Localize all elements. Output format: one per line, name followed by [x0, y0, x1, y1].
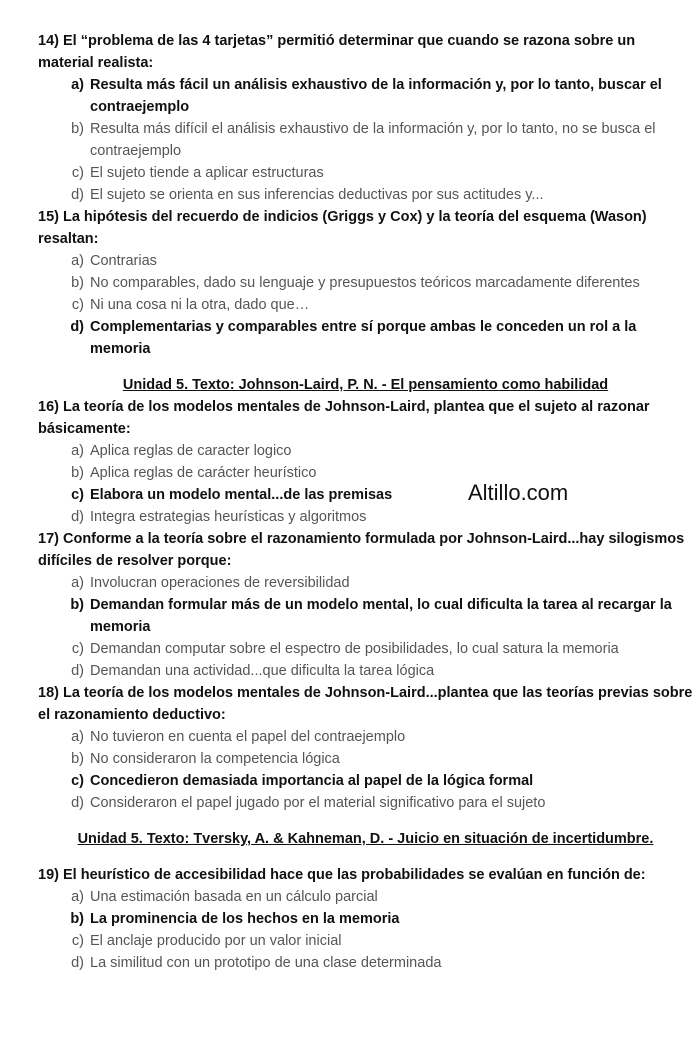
option-text: Una estimación basada en un cálculo parcial [90, 889, 378, 905]
unit-heading-johnson-laird: Unidad 5. Texto: Johnson-Laird, P. N. - El pensamiento como habilidad [122, 377, 609, 393]
option-letter: a) [71, 729, 84, 745]
option-letter: d) [71, 795, 84, 811]
option-18d [38, 792, 693, 814]
option-17c [38, 638, 693, 660]
option-letter: b) [71, 465, 84, 481]
option-15a [38, 250, 693, 272]
option-17d [38, 660, 693, 682]
question-16: 16) La teoría de los modelos mentales de Johnson-Laird, plantea que el sujeto al razonar básicamente: [38, 399, 650, 437]
question-17-options [38, 572, 693, 682]
question-15: 15) La hipótesis del recuerdo de indicios (Griggs y Cox) y la teoría del esquema (Wason) resaltan: [38, 209, 647, 247]
option-text: Contrarias [90, 253, 157, 269]
option-14c [38, 162, 693, 184]
option-letter: b) [71, 275, 84, 291]
option-letter: b) [71, 751, 84, 767]
option-18a [38, 726, 693, 748]
option-letter: d) [71, 187, 84, 203]
option-19b [38, 908, 693, 930]
question-18-options [38, 726, 693, 814]
option-16d [38, 506, 693, 528]
option-letter: a) [71, 253, 84, 269]
option-17a [38, 572, 693, 594]
question-15-options [38, 250, 693, 360]
option-text: Involucran operaciones de reversibilidad [90, 575, 350, 591]
question-19: 19) El heurístico de accesibilidad hace que las probabilidades se evalúan en función de: [38, 867, 646, 883]
option-letter: c) [71, 933, 84, 949]
option-letter: d) [71, 509, 84, 525]
option-letter: b) [70, 597, 84, 613]
option-text: No tuvieron en cuenta el papel del contraejemplo [90, 729, 406, 745]
option-letter: c) [71, 297, 84, 313]
question-16-options [38, 440, 693, 528]
option-18c [38, 770, 693, 792]
option-letter: c) [71, 641, 84, 657]
question-19-options [38, 886, 693, 974]
option-16b [38, 462, 693, 484]
option-letter: c) [71, 165, 84, 181]
option-text: Consideraron el papel jugado por el material significativo para el sujeto [90, 795, 546, 811]
option-letter: d) [70, 319, 84, 335]
question-17: 17) Conforme a la teoría sobre el razonamiento formulada por Johnson-Laird...hay silogismos difíciles de resolver porque: [38, 531, 685, 569]
document-page [38, 30, 693, 974]
option-19d [38, 952, 693, 974]
option-text: Resulta más fácil un análisis exhaustivo de la información y, por lo tanto, buscar el contraejemplo [90, 77, 662, 115]
option-19c [38, 930, 693, 952]
option-letter: a) [71, 77, 84, 93]
option-15c [38, 294, 693, 316]
option-letter: d) [71, 663, 84, 679]
option-text: La prominencia de los hechos en la memoria [90, 911, 400, 927]
option-text: Demandan formular más de un modelo mental, lo cual dificulta la tarea al recargar la memoria [90, 597, 672, 635]
option-text: El sujeto se orienta en sus inferencias deductivas por sus actitudes y... [90, 187, 544, 203]
option-14a [38, 74, 693, 118]
option-text: El anclaje producido por un valor inicial [90, 933, 342, 949]
option-16c [38, 484, 693, 506]
question-14: 14) El “problema de las 4 tarjetas” permitió determinar que cuando se razona sobre un material realista: [38, 33, 636, 71]
option-text: La similitud con un prototipo de una clase determinada [90, 955, 442, 971]
option-text: Aplica reglas de caracter logico [90, 443, 292, 459]
option-text: Integra estrategias heurísticas y algoritmos [90, 509, 367, 525]
option-17b [38, 594, 693, 638]
option-text: No consideraron la competencia lógica [90, 751, 340, 767]
option-18b [38, 748, 693, 770]
option-15b [38, 272, 693, 294]
option-14d [38, 184, 693, 206]
option-letter: c) [71, 773, 84, 789]
option-letter: d) [71, 955, 84, 971]
option-letter: b) [70, 911, 84, 927]
unit-heading-tversky-kahneman: Unidad 5. Texto: Tversky, A. & Kahneman, D. - Juicio en situación de incertidumbre. [77, 831, 654, 847]
option-letter: c) [71, 487, 84, 503]
watermark-text: Altillo.com [468, 480, 569, 505]
option-14b [38, 118, 693, 162]
option-text: Resulta más difícil el análisis exhaustivo de la información y, por lo tanto, no se busca el contraejemplo [90, 121, 656, 159]
option-text: Ni una cosa ni la otra, dado que… [90, 297, 310, 313]
option-text: Concedieron demasiada importancia al papel de la lógica formal [90, 773, 534, 789]
option-16a [38, 440, 693, 462]
option-15d [38, 316, 693, 360]
option-letter: a) [71, 575, 84, 591]
question-18: 18) La teoría de los modelos mentales de Johnson-Laird...plantea que las teorías previas sobre el razonamiento deductivo: [38, 685, 693, 723]
option-text: Elabora un modelo mental...de las premisas [90, 487, 393, 503]
option-text: No comparables, dado su lenguaje y presupuestos teóricos marcadamente diferentes [90, 275, 640, 291]
option-letter: a) [71, 443, 84, 459]
option-text: Demandan una actividad...que dificulta la tarea lógica [90, 663, 435, 679]
option-text: El sujeto tiende a aplicar estructuras [90, 165, 324, 181]
option-letter: a) [71, 889, 84, 905]
question-14-options [38, 74, 693, 206]
option-text: Demandan computar sobre el espectro de posibilidades, lo cual satura la memoria [90, 641, 619, 657]
option-text: Complementarias y comparables entre sí porque ambas le conceden un rol a la memoria [90, 319, 637, 357]
option-text: Aplica reglas de carácter heurístico [90, 465, 317, 481]
option-19a [38, 886, 693, 908]
option-letter: b) [71, 121, 84, 137]
